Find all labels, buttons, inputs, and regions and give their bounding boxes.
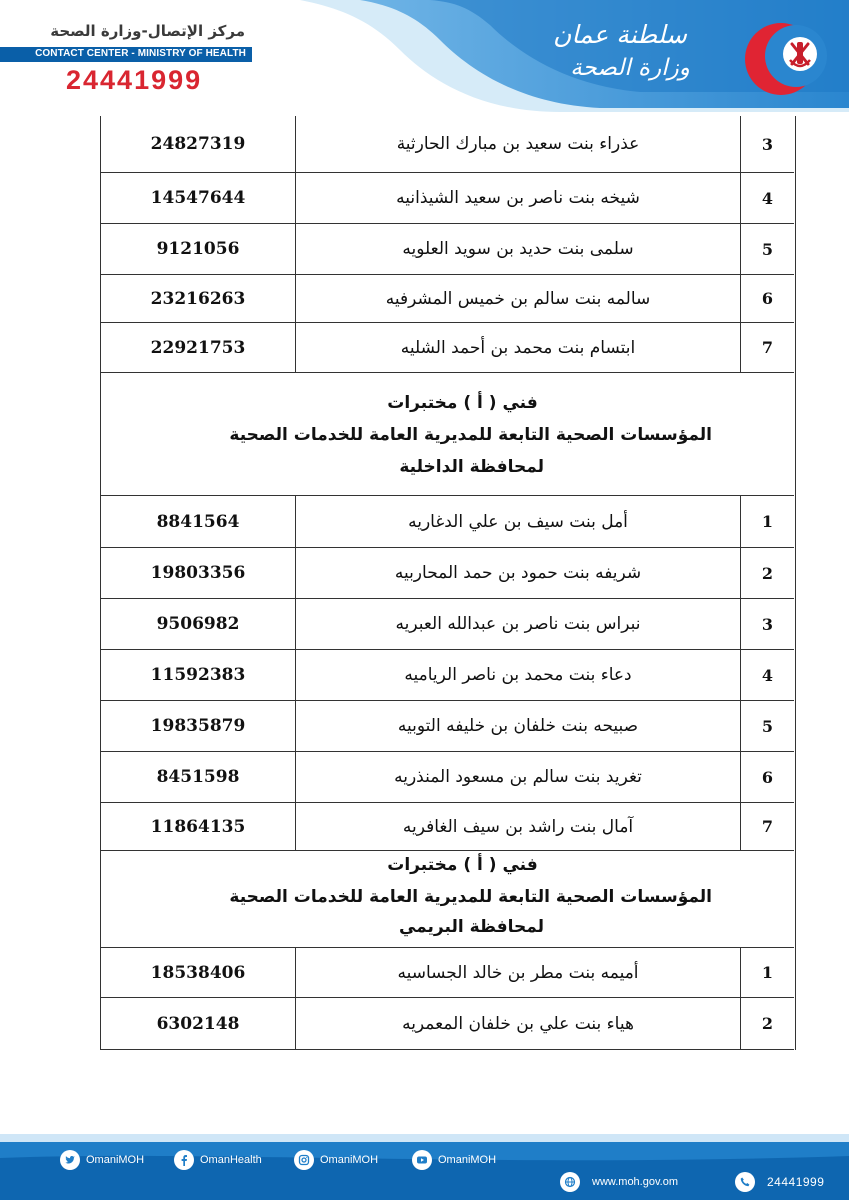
id-number: 19835879	[150, 716, 246, 736]
row-index: 4	[761, 665, 774, 685]
row-index: 1	[761, 512, 774, 531]
table-row	[101, 752, 794, 803]
id-number: 22921753	[150, 337, 246, 358]
candidate-name: سلمى بنت حديد بن سويد العلويه	[295, 224, 741, 274]
instagram-link[interactable]	[294, 1149, 378, 1171]
instagram-icon	[294, 1150, 314, 1170]
table-row	[101, 496, 794, 548]
candidate-name: هياء بنت علي بن خلفان المعمريه	[295, 998, 741, 1049]
facebook-icon	[174, 1150, 194, 1170]
candidate-name: عذراء بنت سعيد بن مبارك الحارثية	[295, 116, 741, 172]
candidate-name: آمال بنت راشد بن سيف الغافريه	[295, 803, 741, 850]
section-title: فني ( أ ) مختبرات	[387, 855, 538, 875]
id-number: 11592383	[150, 665, 246, 685]
youtube-icon	[412, 1150, 432, 1170]
table-row	[101, 803, 794, 851]
candidate-name: تغريد بنت سالم بن مسعود المنذريه	[295, 752, 741, 802]
contact-center-arabic: مركز الإتصال-وزارة الصحة	[50, 22, 245, 40]
row-index: 2	[761, 563, 774, 583]
candidate-name: شيخه بنت ناصر بن سعيد الشيذانيه	[295, 173, 741, 223]
table-row	[101, 323, 794, 373]
candidate-name: ابتسام بنت محمد بن أحمد الشليه	[295, 323, 741, 372]
id-number: 19803356	[150, 563, 246, 583]
table-row	[101, 650, 794, 701]
table-row	[101, 173, 794, 224]
table-row	[101, 998, 794, 1050]
row-index: 7	[761, 817, 774, 836]
row-index: 2	[761, 1014, 774, 1033]
phone-icon	[735, 1172, 755, 1192]
candidate-name: نبراس بنت ناصر بن عبدالله العبريه	[295, 599, 741, 649]
candidate-name: سالمه بنت سالم بن خميس المشرفيه	[295, 275, 741, 322]
row-index: 4	[761, 188, 774, 208]
table-row	[101, 701, 794, 752]
id-number: 18538406	[150, 962, 246, 983]
section-title: فني ( أ ) مختبرات	[387, 393, 538, 413]
table-row	[101, 948, 794, 998]
page-footer	[0, 1128, 849, 1200]
id-number: 14547644	[150, 188, 246, 208]
id-number: 24827319	[150, 134, 246, 154]
row-index: 7	[761, 338, 774, 357]
id-number: 9506982	[156, 614, 240, 634]
phone-link[interactable]	[735, 1171, 824, 1193]
row-index: 1	[761, 963, 774, 982]
candidate-name: دعاء بنت محمد بن ناصر الرياميه	[295, 650, 741, 700]
id-number: 23216263	[150, 288, 246, 309]
table-row	[101, 548, 794, 599]
candidate-name: شريفه بنت حمود بن حمد المحاربيه	[295, 548, 741, 598]
row-index: 5	[761, 716, 774, 736]
row-index: 6	[761, 289, 774, 308]
ministry-crescent-logo	[726, 14, 836, 100]
section-governorate: لمحافظة الداخلية	[399, 457, 544, 477]
id-number: 6302148	[156, 1013, 240, 1034]
table-row	[101, 116, 794, 173]
id-number: 11864135	[150, 816, 246, 837]
candidate-name: صبيحه بنت خلفان بن خليفه التوبيه	[295, 701, 741, 751]
website-link[interactable]	[560, 1171, 678, 1193]
section-header-dakhiliyah	[101, 373, 794, 496]
website-url: www.moh.gov.om	[592, 1176, 678, 1188]
row-index: 6	[761, 767, 774, 787]
section-subtitle: المؤسسات الصحية التابعة للمديرية العامة للخدمات الصحية	[229, 425, 712, 445]
contact-center-english: CONTACT CENTER - MINISTRY OF HEALTH	[35, 48, 246, 59]
section-subtitle: المؤسسات الصحية التابعة للمديرية العامة للخدمات الصحية	[229, 887, 712, 907]
twitter-link[interactable]	[60, 1149, 144, 1171]
ministry-name-line1: سلطنة عمان	[553, 20, 687, 49]
youtube-link[interactable]	[412, 1149, 496, 1171]
ministry-name-line2: وزارة الصحة	[570, 55, 690, 81]
id-number: 8451598	[156, 767, 240, 787]
facebook-link[interactable]	[174, 1149, 262, 1171]
youtube-handle: OmaniMOH	[438, 1154, 497, 1166]
section-header-buraimi	[101, 851, 794, 948]
candidates-table	[100, 116, 796, 1050]
facebook-handle: OmanHealth	[200, 1154, 262, 1166]
contact-center-phone: 24441999	[66, 65, 203, 95]
candidate-name: أميمه بنت مطر بن خالد الجساسيه	[295, 948, 741, 997]
twitter-icon	[60, 1150, 80, 1170]
table-row	[101, 224, 794, 275]
table-row	[101, 599, 794, 650]
id-number: 9121056	[156, 239, 240, 259]
row-index: 3	[761, 134, 774, 154]
globe-icon	[560, 1172, 580, 1192]
page-header	[0, 0, 849, 112]
footer-phone-number: 24441999	[767, 1175, 825, 1189]
instagram-handle: OmaniMOH	[320, 1154, 379, 1166]
id-number: 8841564	[156, 511, 240, 532]
table-row	[101, 275, 794, 323]
row-index: 5	[761, 239, 774, 259]
section-governorate: لمحافظة البريمي	[398, 917, 544, 937]
twitter-handle: OmaniMOH	[86, 1154, 145, 1166]
row-index: 3	[761, 614, 774, 634]
candidate-name: أمل بنت سيف بن علي الدغاريه	[295, 496, 741, 547]
